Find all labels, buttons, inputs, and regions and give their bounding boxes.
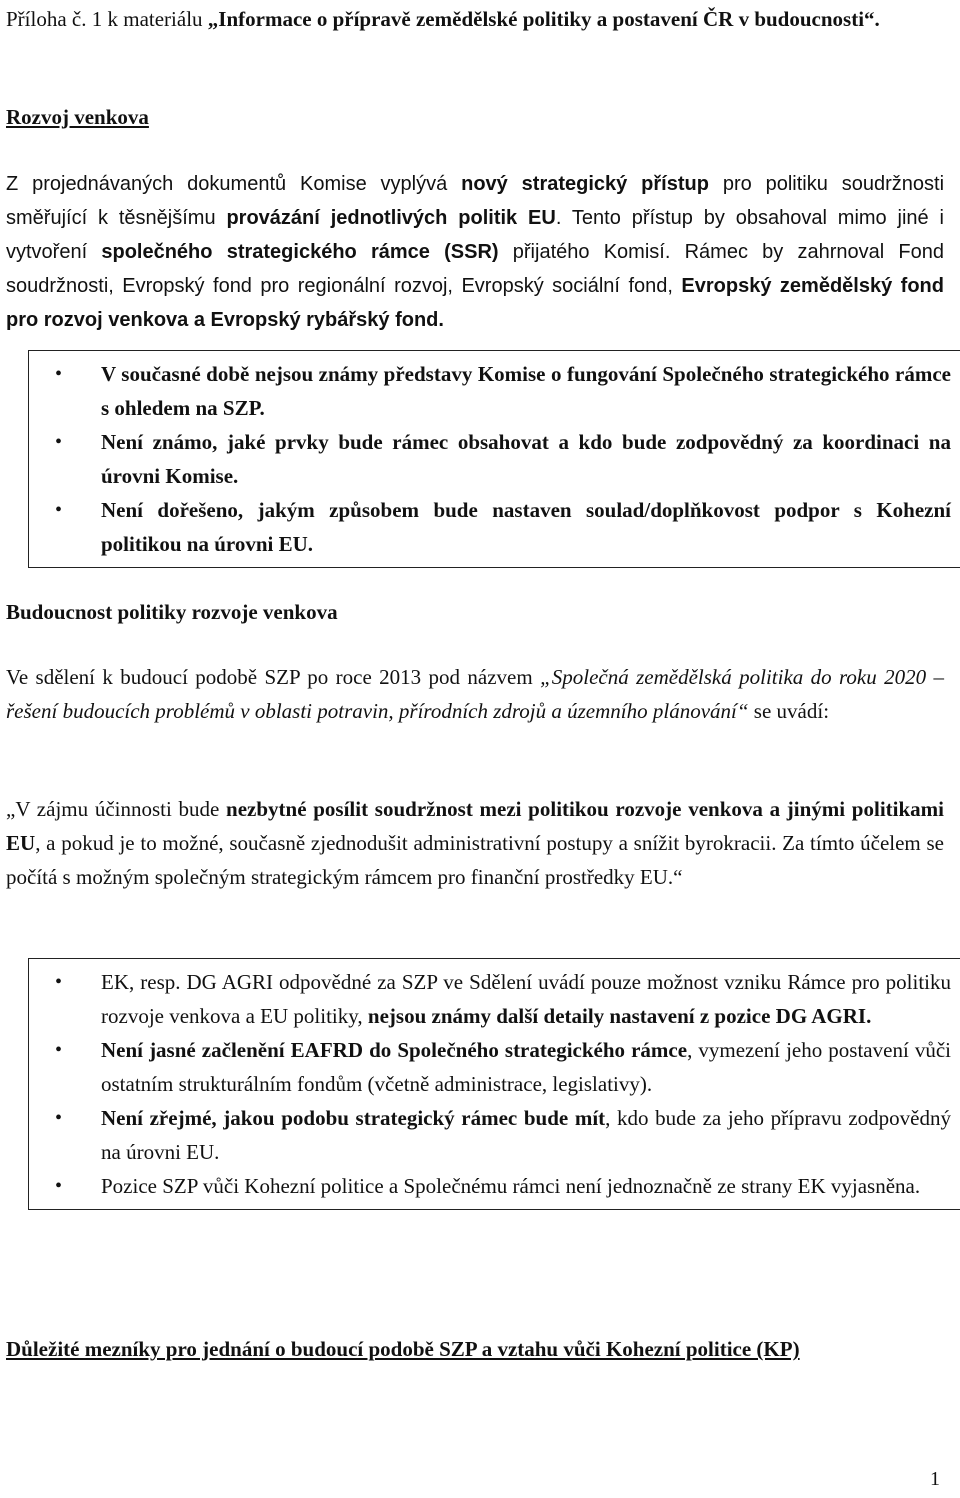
- bullet-item: • Pozice SZP vůči Kohezní politice a Společnému rámci není jednoznačně ze strany EK vyjasněna.: [55, 1169, 951, 1203]
- bullet-item: • Není známo, jaké prvky bude rámec obsahovat a kdo bude zodpovědný za koordinaci na úrovni Komise.: [55, 425, 951, 493]
- quoted-paragraph: „V zájmu účinnosti bude nezbytné posílit soudržnost mezi politikou rozvoje venkova a jinými politikami EU, a pokud je to možné, současně zjednodušit administrativní postupy a snížit byrokracii. Za tímto účelem se počítá s možným společným strategickým rámcem pro finanční prostředky EU.“: [6, 797, 944, 889]
- bullet-item: • V současné době nejsou známy představy Komise o fungování Společného strategického rámce s ohledem na SZP.: [55, 357, 951, 425]
- bullet-item: • Není dořešeno, jakým způsobem bude nastaven soulad/doplňkovost podpor s Kohezní politikou na úrovni EU.: [55, 493, 951, 561]
- bullet-item: • Není zřejmé, jakou podobu strategický rámec bude mít, kdo bude za jeho přípravu zodpovědný na úrovni EU.: [55, 1101, 951, 1169]
- attachment-header: Příloha č. 1 k materiálu „Informace o přípravě zemědělské politiky a postavení ČR v budoucnosti“.: [6, 7, 880, 31]
- material-title: „Informace o přípravě zemědělské politiky a postavení ČR v budoucnosti“.: [207, 7, 880, 31]
- paragraph-communication-intro: Ve sdělení k budoucí podobě SZP po roce 2013 pod názvem „Společná zemědělská politika do roku 2020 – řešení budoucích problémů v oblasti potravin, přírodních zdrojů a územního plánování“ se uvádí:: [6, 665, 944, 723]
- paragraph-strategic-approach: Z projednávaných dokumentů Komise vyplývá nový strategický přístup pro politiku soudržnosti směřující k těsnějšímu provázání jednotlivých politik EU. Tento přístup by obsahoval mimo jiné i vytvoření společného strategického rámce (SSR) přijatého Komisí. Rámec by zahrnoval Fond soudržnosti, Evropský fond pro regionální rozvoj, Evropský sociální fond, Evropský zemědělský fond pro rozvoj venkova a Evropský rybářský fond.: [6, 173, 945, 331]
- section-heading-future-rural-policy: Budoucnost politiky rozvoje venkova: [6, 600, 338, 624]
- bullet-box-2: [28, 958, 960, 1210]
- section-heading-milestones: Důležité mezníky pro jednání o budoucí podobě SZP a vztahu vůči Kohezní politice (KP): [6, 1337, 800, 1361]
- bullet-item: • Není jasné začlenění EAFRD do Společného strategického rámce, vymezení jeho postavení vůči ostatním strukturálním fondům (včetně administrace, legislativy).: [55, 1033, 951, 1101]
- bullet-item: • EK, resp. DG AGRI odpovědné za SZP ve Sdělení uvádí pouze možnost vzniku Rámce pro politiku rozvoje venkova a EU politiky, nejsou známy další detaily nastavení z pozice DG AGRI.: [55, 965, 951, 1033]
- section-heading-rural-development: Rozvoj venkova: [6, 105, 149, 129]
- bullet-box-1: [28, 350, 960, 568]
- page-number: 1: [930, 1468, 940, 1490]
